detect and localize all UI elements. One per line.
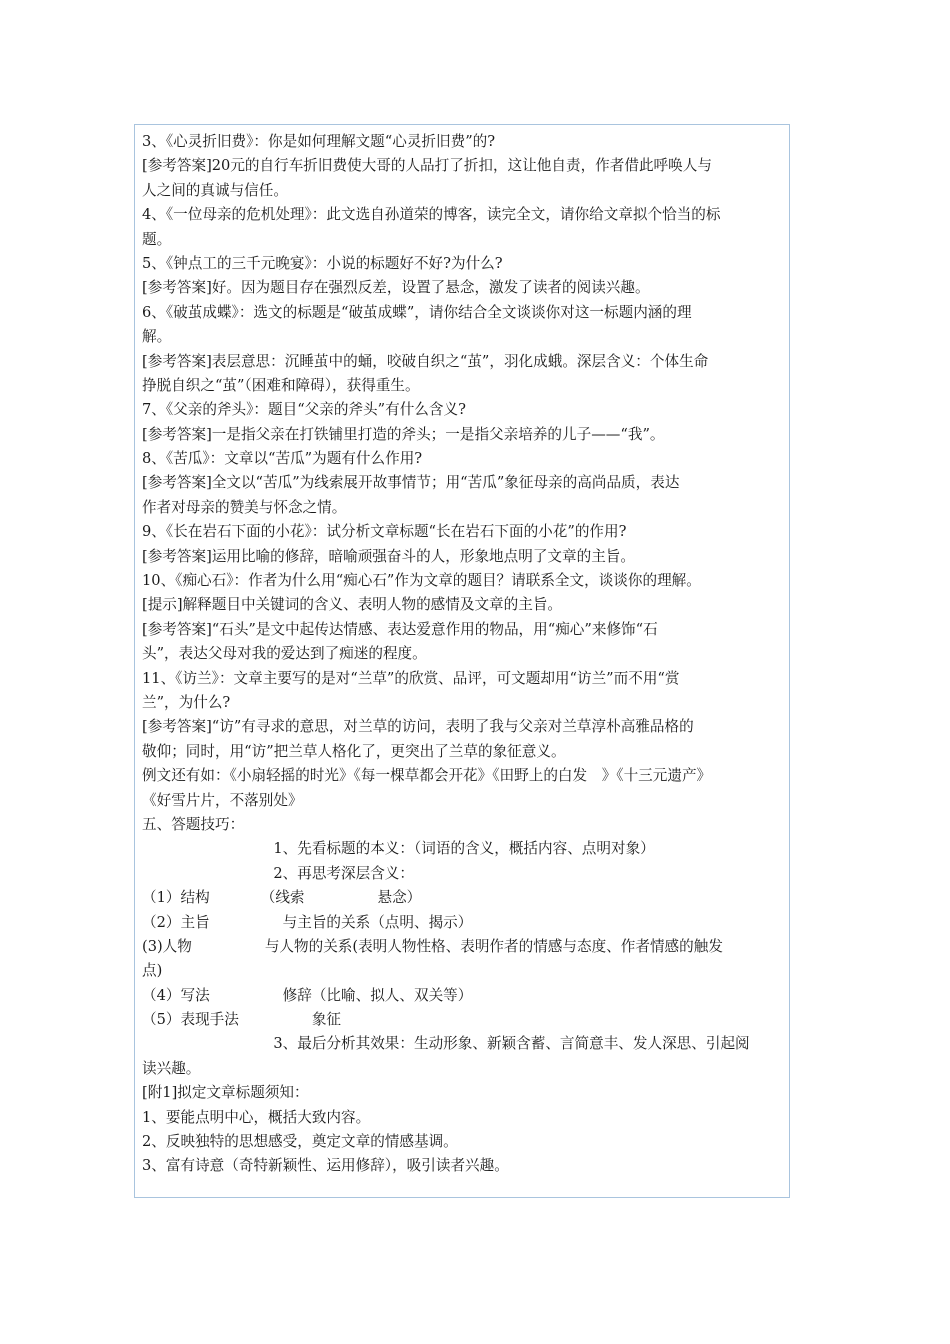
text-line: 敬仰；同时，用“访”把兰草人格化了，更突出了兰草的象征意义。	[142, 742, 566, 760]
text-line: 8、《苦瓜》：文章以“苦瓜”为题有什么作用?	[142, 450, 423, 468]
text-line: [参考答案]表层意思：沉睡茧中的蛹，咬破自织之“茧”，羽化成蛾。深层含义：个体生命	[142, 352, 709, 370]
text-line: （1）结构 （线索 悬念）	[142, 889, 422, 907]
text-line: 5、《钟点工的三千元晚宴》：小说的标题好不好?为什么?	[142, 254, 503, 272]
text-line: 2、再思考深层含义：	[142, 864, 414, 882]
text-line: 11、《访兰》：文章主要写的是对“兰草”的欣赏、品评，可文题却用“访兰”而不用“赏	[142, 669, 680, 687]
text-line: [参考答案]“石头”是文中起传达情感、表达爱意作用的物品，用“痴心”来修饰“石	[142, 620, 658, 638]
text-line: 头”，表达父母对我的爱达到了痴迷的程度。	[142, 645, 427, 663]
text-line: [提示]解释题目中关键词的含义、表明人物的感情及文章的主旨。	[142, 596, 563, 614]
text-line: 人之间的真诚与信任。	[142, 181, 288, 199]
text-line: 作者对母亲的赞美与怀念之情。	[142, 498, 347, 516]
text-line: 9、《长在岩石下面的小花》：试分析文章标题“长在岩石下面的小花”的作用?	[142, 523, 627, 541]
text-line: (3)人物 与人物的关系(表明人物性格、表明作者的情感与态度、作者情感的触发	[142, 937, 723, 955]
text-line: 读兴趣。	[142, 1059, 201, 1077]
text-line: 题。	[142, 230, 172, 248]
text-line: [参考答案]好。因为题目存在强烈反差，设置了悬念，激发了读者的阅读兴趣。	[142, 279, 650, 297]
text-line: [附1]拟定文章标题须知：	[142, 1084, 309, 1102]
text-line: 3、富有诗意（奇特新颖性、运用修辞），吸引读者兴趣。	[142, 1157, 509, 1175]
document-body	[142, 130, 788, 1179]
text-line: 6、《破茧成蝶》：选文的标题是“破茧成蝶”，请你结合全文谈谈你对这一标题内涵的理	[142, 303, 692, 321]
text-line: 《好雪片片，不落别处》	[142, 791, 303, 809]
text-line: [参考答案]“访”有寻求的意思，对兰草的访问，表明了我与父亲对兰草淳朴高雅品格的	[142, 718, 694, 736]
text-line: [参考答案]全文以“苦瓜”为线索展开故事情节；用“苦瓜”象征母亲的高尚品质，表达	[142, 474, 680, 492]
text-line: 兰”，为什么?	[142, 693, 231, 711]
text-line: 1、要能点明中心，概括大致内容。	[142, 1108, 371, 1126]
text-line: 10、《痴心石》：作者为什么用“痴心石”作为文章的题目？请联系全文，谈谈你的理解。	[142, 572, 701, 590]
text-line: 7、《父亲的斧头》：题目“父亲的斧头”有什么含义?	[142, 401, 466, 419]
text-line: 1、先看标题的本义：（词语的含义，概括内容、点明对象）	[142, 840, 655, 858]
text-line: 2、反映独特的思想感受，奠定文章的情感基调。	[142, 1133, 458, 1151]
text-line: （2）主旨 与主旨的关系（点明、揭示）	[142, 913, 473, 931]
text-line: （4）写法 修辞（比喻、拟人、双关等）	[142, 986, 473, 1004]
text-line: 4、《一位母亲的危机处理》：此文选自孙道荣的博客，读完全文，请你给文章拟个恰当的标	[142, 206, 721, 224]
text-line: 3、《心灵折旧费》：你是如何理解文题“心灵折旧费”的?	[142, 133, 496, 150]
text-line: [参考答案]运用比喻的修辞，暗喻顽强奋斗的人，形象地点明了文章的主旨。	[142, 547, 635, 565]
text-line: 五、答题技巧：	[142, 815, 245, 833]
text-line: [参考答案]20元的自行车折旧费使大哥的人品打了折扣，这让他自责，作者借此呼唤人与	[142, 157, 712, 175]
text-line: 例文还有如：《小扇轻摇的时光》《每一棵草都会开花》《田野上的白发 》《十三元遗产》	[142, 767, 712, 785]
text-line: 3、最后分析其效果：生动形象、新颖含蓄、言简意丰、发人深思、引起阅	[142, 1035, 750, 1053]
text-line: （5）表现手法 象征	[142, 1011, 342, 1029]
text-line: 解。	[142, 328, 172, 346]
text-line: 点)	[142, 962, 163, 980]
text-line: [参考答案]一是指父亲在打铁铺里打造的斧头；一是指父亲培养的儿子——“我”。	[142, 425, 665, 443]
text-line: 挣脱自织之“茧”（困难和障碍），获得重生。	[142, 376, 420, 394]
